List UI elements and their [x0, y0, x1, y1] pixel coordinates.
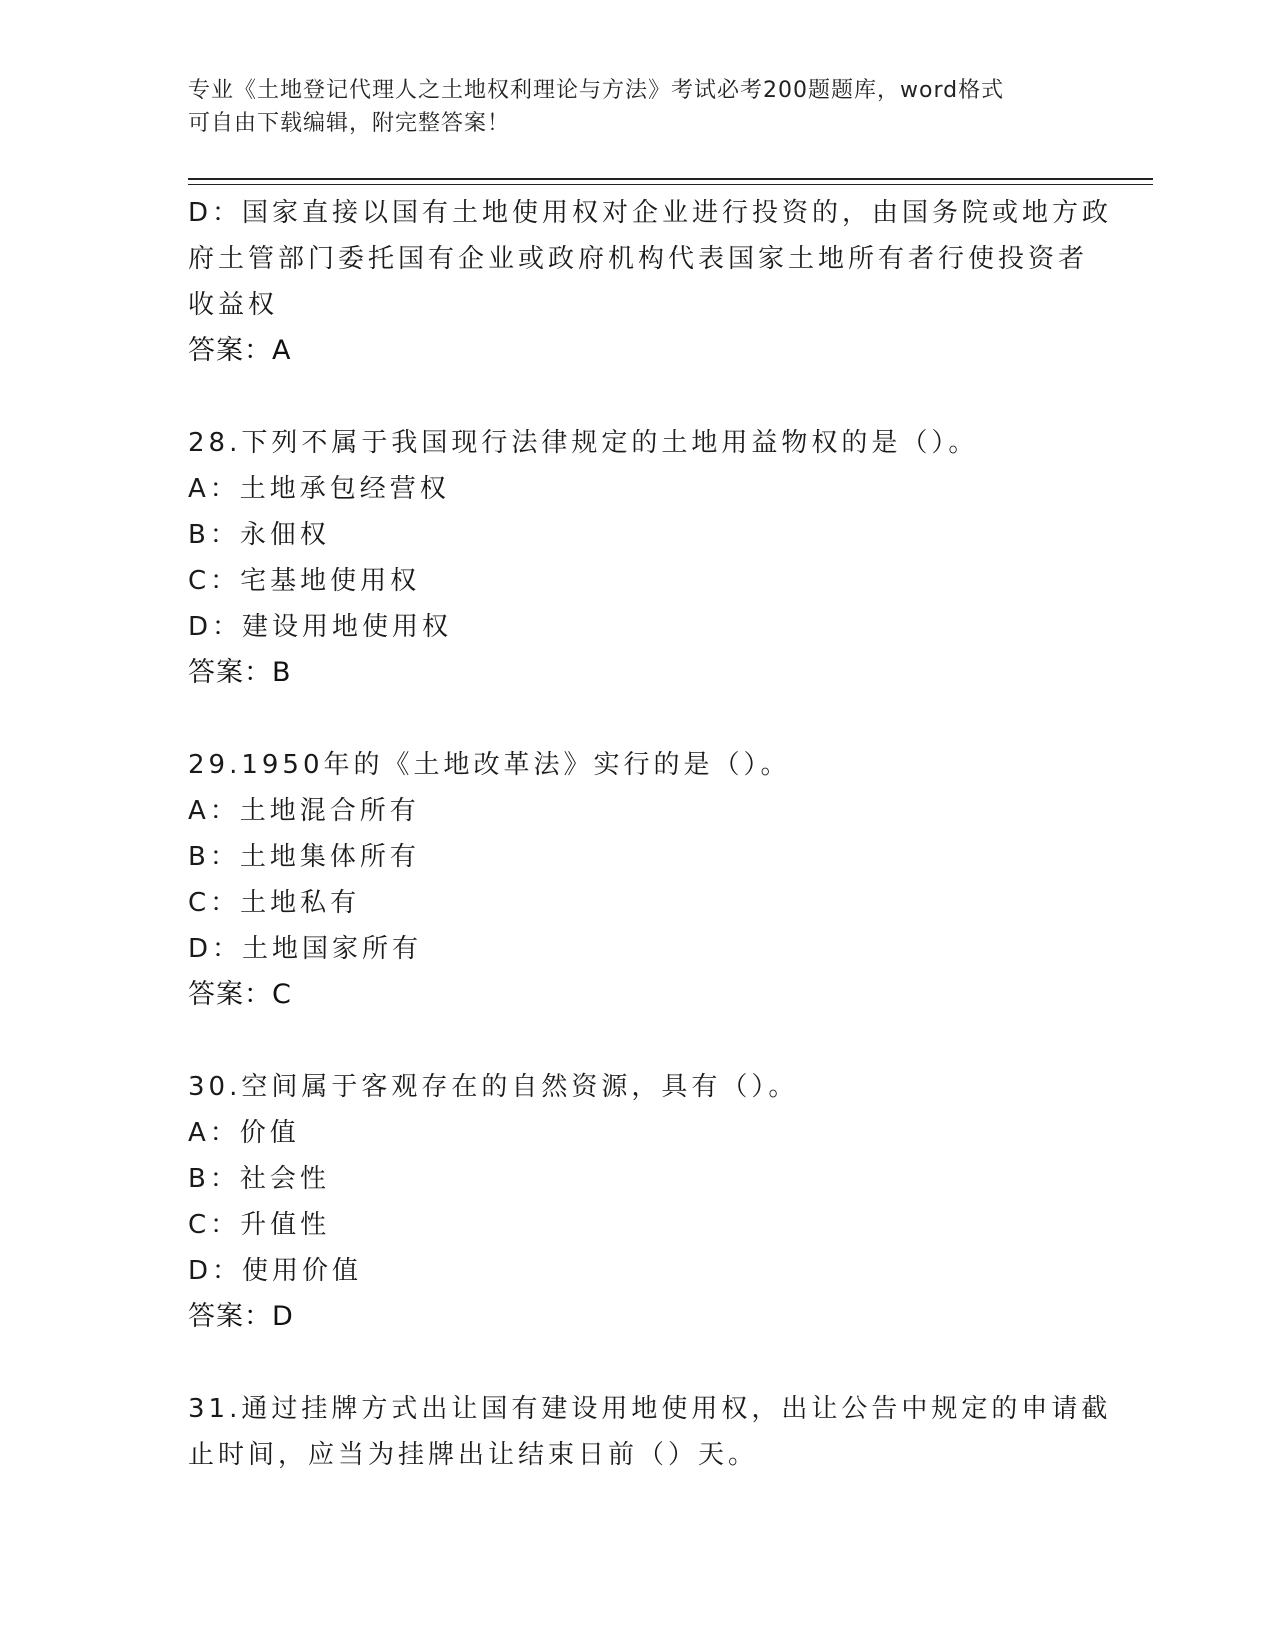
question-block — [188, 420, 1088, 696]
question-block — [188, 1386, 1112, 1478]
option-d: D：建设用地使用权 — [188, 612, 453, 642]
option-d-line: 收益权 — [188, 290, 279, 320]
question-stem: 28.下列不属于我国现行法律规定的土地用益物权的是（）。 — [188, 428, 979, 458]
question-stem: 29.1950年的《土地改革法》实行的是（）。 — [188, 750, 791, 780]
header-divider-thin — [188, 184, 1153, 185]
option-c: C：土地私有 — [188, 888, 361, 918]
question-stem-line: 31.通过挂牌方式出让国有建设用地使用权，出让公告中规定的申请截 — [188, 1394, 1112, 1424]
header-line-1: 专业《土地登记代理人之土地权利理论与方法》考试必考200题题库，word格式 — [188, 78, 1005, 103]
option-d-line: D：国家直接以国有土地使用权对企业进行投资的，由国务院或地方政 — [188, 198, 1113, 228]
spacer — [188, 1018, 1088, 1064]
question-block — [188, 742, 1088, 1018]
option-c: C：升值性 — [188, 1210, 331, 1240]
question-block — [188, 1064, 1088, 1340]
question-content — [188, 190, 1113, 1478]
spacer — [188, 374, 1088, 420]
spacer — [188, 1340, 1088, 1386]
option-d: D：使用价值 — [188, 1256, 363, 1286]
header-line-2: 可自由下载编辑，附完整答案！ — [188, 111, 511, 136]
option-b: B：永佃权 — [188, 520, 330, 550]
option-c: C：宅基地使用权 — [188, 566, 421, 596]
question-stem-line: 止时间，应当为挂牌出让结束日前（）天。 — [188, 1440, 759, 1470]
answer-line: 答案：A — [188, 335, 292, 366]
answer-line: 答案：D — [188, 1301, 294, 1332]
continued-question — [188, 190, 1113, 374]
option-a: A：土地混合所有 — [188, 796, 420, 826]
option-b: B：社会性 — [188, 1164, 330, 1194]
option-d-line: 府土管部门委托国有企业或政府机构代表国家土地所有者行使投资者 — [188, 244, 1089, 274]
spacer — [188, 696, 1088, 742]
header-divider-thick — [188, 178, 1153, 180]
answer-line: 答案：C — [188, 979, 292, 1010]
option-b: B：土地集体所有 — [188, 842, 420, 872]
document-header — [188, 74, 1088, 140]
option-d: D：土地国家所有 — [188, 934, 423, 964]
option-a: A：价值 — [188, 1118, 300, 1148]
answer-line: 答案：B — [188, 657, 292, 688]
option-a: A：土地承包经营权 — [188, 474, 450, 504]
question-stem: 30.空间属于客观存在的自然资源，具有（）。 — [188, 1072, 799, 1102]
